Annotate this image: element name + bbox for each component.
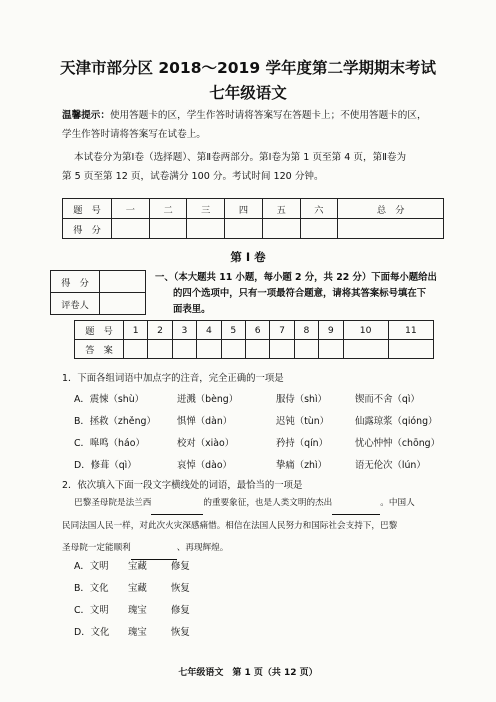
q1-option-b-word-1: B．拯救（zhěng） [74, 416, 156, 427]
q2-option-d-word-1: D．文化 [74, 627, 110, 638]
q1-option-d-word-3: 挚痛（zhì） [276, 460, 327, 471]
answer-header-cell: 3 [172, 321, 196, 340]
answer-header-cell: 5 [221, 321, 245, 340]
q2-passage-text: 、再现辉煌。 [176, 543, 229, 553]
score-table-header-row [63, 199, 444, 219]
fill-blank-1[interactable] [151, 492, 203, 515]
grader-label: 评卷人 [51, 293, 100, 315]
q1-option-b-word-3: 迟钝（tùn） [276, 416, 330, 427]
section-1-line-1: 一、（本大题共 11 小题，每小题 2 分，共 22 分）下面每小题给出 [155, 272, 437, 283]
q1-option-d-word-2: 哀悼（dào） [177, 460, 232, 471]
intro-line-2: 第 5 页至第 12 页，试卷满分 100 分。考试时间 120 分钟。 [62, 171, 324, 182]
answer-cell[interactable] [319, 340, 343, 359]
answer-header-cell: 9 [319, 321, 343, 340]
score-cell[interactable] [187, 219, 225, 239]
notice-line-1 [62, 107, 427, 125]
answer-cell[interactable] [388, 340, 433, 359]
q2-option-b-word-1: B．文化 [74, 583, 109, 594]
grader-box [50, 270, 146, 315]
q2-passage-text: 圣母院一定能顺利 [62, 543, 131, 553]
q1-option-c-word-2: 校对（xiào） [177, 438, 235, 449]
answer-cell[interactable] [197, 340, 221, 359]
score-cell[interactable] [149, 219, 187, 239]
score-header-cell: 题 号 [63, 199, 112, 219]
grader-score-label: 得 分 [51, 271, 100, 293]
question-2-stem: 2．依次填入下面一段文字横线处的词语，最恰当的一项是 [62, 480, 303, 491]
q1-option-c-word-3: 矜持（qín） [276, 438, 328, 449]
q2-option-a-word-3: 修复 [171, 561, 190, 572]
answer-cell[interactable] [270, 340, 294, 359]
intro-line-1: 本试卷分为第Ⅰ卷（选择题）、第Ⅱ卷两部分。第Ⅰ卷为第 1 页至第 4 页，第Ⅱ卷为 [74, 152, 407, 163]
grader-name-cell[interactable] [100, 293, 146, 315]
q1-option-a-word-2: 迸溅（bèng） [177, 394, 239, 405]
score-header-cell: 五 [262, 199, 300, 219]
section-1-instructions [155, 270, 455, 318]
score-cell[interactable] [112, 219, 150, 239]
q1-option-d-word-1: D．修葺（qì） [74, 460, 137, 471]
q1-option-b-word-4: 仙露琼浆（qióng） [355, 416, 438, 427]
q2-option-b-word-3: 恢复 [171, 583, 190, 594]
answer-header-cell: 1 [124, 321, 148, 340]
answer-cell[interactable] [245, 340, 269, 359]
score-header-cell: 四 [225, 199, 263, 219]
score-cell[interactable] [225, 219, 263, 239]
score-cell[interactable] [300, 219, 338, 239]
score-header-cell: 一 [112, 199, 150, 219]
q2-option-d-word-2: 瑰宝 [128, 627, 147, 638]
q1-option-a-word-3: 服侍（shì） [276, 394, 327, 405]
q2-passage-line-1 [74, 492, 452, 515]
q2-option-c-word-3: 修复 [171, 605, 190, 616]
q1-option-c-word-1: C．嗥鸣（háo） [74, 438, 145, 449]
section-1-line-2: 的四个选项中，只有一项最符合题意，请将其答案标号填在下 [173, 288, 427, 299]
answer-table [74, 320, 434, 359]
score-table-score-row [63, 219, 444, 239]
answer-header-cell: 2 [148, 321, 172, 340]
notice-line-2: 学生作答时请将答案写在试卷上。 [62, 129, 206, 140]
score-cell[interactable] [262, 219, 300, 239]
fill-blank-3[interactable] [131, 537, 177, 560]
score-header-cell: 三 [187, 199, 225, 219]
answer-cell[interactable] [294, 340, 318, 359]
answer-cell[interactable] [172, 340, 196, 359]
answer-header-cell: 6 [245, 321, 269, 340]
answer-header-cell: 10 [343, 321, 388, 340]
page-footer: 七年级语文 第 1 页（共 12 页） [178, 668, 318, 678]
answer-header-cell: 11 [388, 321, 433, 340]
q2-passage-line-2: 民同法国人民一样，对此次火灾深感痛惜。相信在法国人民努力和国际社会支持下，巴黎 [62, 521, 398, 531]
q2-option-a-word-1: A．文明 [74, 561, 109, 572]
q2-passage-text: 。中国人 [380, 498, 415, 508]
answer-cell[interactable] [343, 340, 388, 359]
q2-passage-text: 巴黎圣母院是法兰西 [74, 498, 152, 508]
score-table [62, 198, 444, 239]
q1-option-a-word-1: A．震悚（shù） [74, 394, 145, 405]
q2-option-d-word-3: 恢复 [171, 627, 190, 638]
q2-option-c-word-1: C．文明 [74, 605, 109, 616]
score-row-label: 得 分 [63, 219, 112, 239]
answer-header-cell: 4 [197, 321, 221, 340]
grader-score-cell[interactable] [100, 271, 146, 293]
answer-header-cell: 8 [294, 321, 318, 340]
answer-table-answer-row [75, 340, 434, 359]
answer-header-cell: 题 号 [75, 321, 124, 340]
q1-option-c-word-4: 忧心忡忡（chōng） [355, 438, 440, 449]
answer-cell[interactable] [221, 340, 245, 359]
q2-option-c-word-2: 瑰宝 [128, 605, 147, 616]
part-1-title: 第 Ⅰ 卷 [230, 250, 266, 264]
notice-text-1: 使用答题卡的区，学生作答时请将答案写在答题卡上；不使用答题卡的区， [109, 110, 427, 121]
answer-header-cell: 7 [270, 321, 294, 340]
score-cell[interactable] [338, 219, 444, 239]
q2-option-b-word-2: 宝藏 [128, 583, 147, 594]
score-header-cell: 六 [300, 199, 338, 219]
notice-label: 温馨提示： [62, 110, 110, 121]
exam-subtitle: 七年级语文 [209, 84, 287, 102]
q1-option-b-word-2: 惧惮（dàn） [177, 416, 233, 427]
answer-table-header-row [75, 321, 434, 340]
fill-blank-2[interactable] [332, 492, 380, 515]
q2-passage-text: 的重要象征，也是人类文明的杰出 [203, 498, 333, 508]
question-1-stem: 1．下面各组词语中加点字的注音，完全正确的一项是 [62, 373, 284, 384]
q2-passage [62, 492, 452, 560]
q2-passage-line-3 [62, 537, 452, 560]
answer-cell[interactable] [148, 340, 172, 359]
score-header-cell: 总 分 [338, 199, 444, 219]
exam-title: 天津市部分区 2018～2019 学年度第二学期期末考试 [59, 59, 437, 77]
score-header-cell: 二 [149, 199, 187, 219]
section-1-line-3: 面表里。 [173, 304, 211, 315]
q2-option-a-word-2: 宝藏 [128, 561, 147, 572]
answer-row-label: 答 案 [75, 340, 124, 359]
answer-cell[interactable] [124, 340, 148, 359]
q1-option-d-word-4: 语无伦次（lún） [355, 460, 426, 471]
q1-option-a-word-4: 锲而不舍（qì） [355, 394, 420, 405]
